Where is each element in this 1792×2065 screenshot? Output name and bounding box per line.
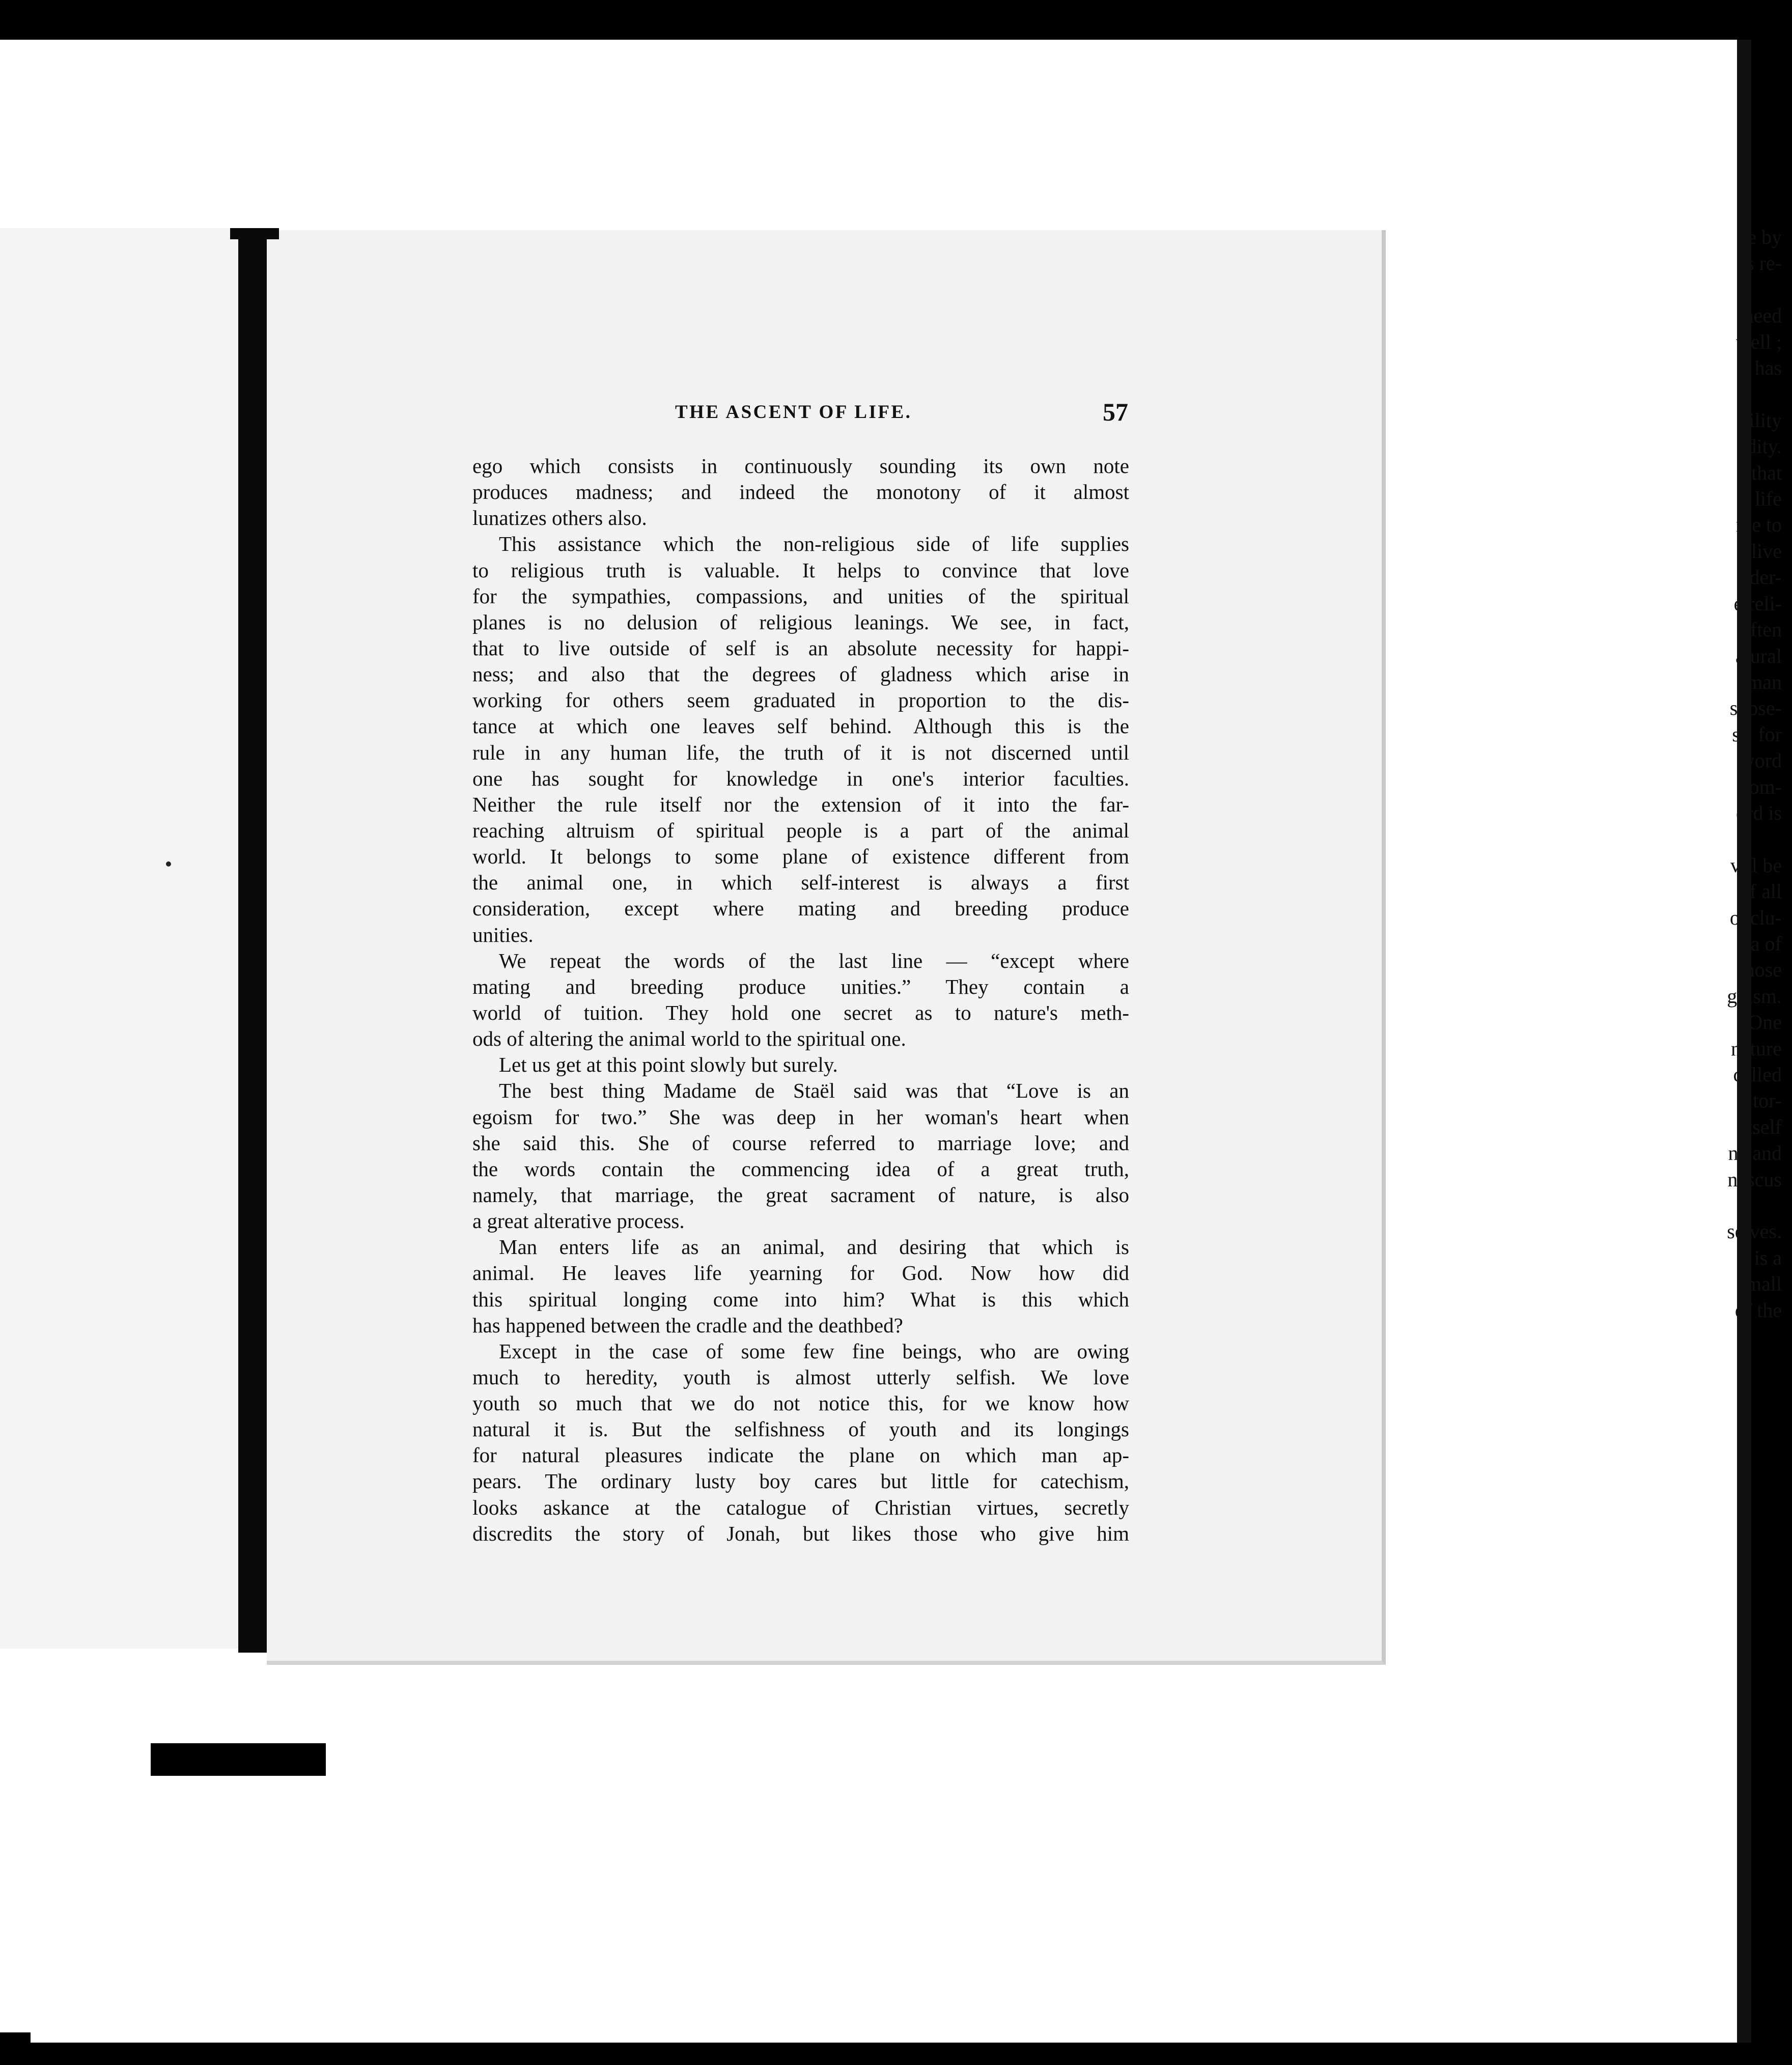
text-line: tance at which one leaves self behind. Although this is the (472, 714, 1129, 738)
book-gutter (238, 230, 267, 1653)
film-border-bottom (0, 2043, 1792, 2065)
ink-dot (166, 861, 171, 867)
text-line: produces madness; and indeed the monotony of it almost (472, 480, 1129, 504)
body-text (472, 453, 1129, 1547)
text-line: world of tuition. They hold one secret as to nature's meth- (472, 1000, 1129, 1024)
running-head: THE ASCENT OF LIFE. (675, 402, 912, 423)
left-page-text: e by s re- need well ; d has bility rdity. l that d life me to “ live nder- e reli- often atural man subse- ss, for word com- ord is vill be of all onclu- lia of those goism. One nature called e tor- itself na and nascus selves. e is a small of the (1727, 226, 1782, 1322)
text-line: that to live outside of self is an absolute necessity for happi- (472, 636, 1129, 660)
text-line: Let us get at this point slowly but surely. (499, 1053, 838, 1077)
text-line: The best thing Madame de Staël said was that “Love is an (499, 1079, 1129, 1103)
text-line: ods of altering the animal world to the spiritual one. (472, 1027, 906, 1051)
book-clamp (151, 1743, 326, 1776)
text-line: one has sought for knowledge in one's interior faculties. (472, 766, 1129, 790)
text-line: the animal one, in which self-interest is always a first (472, 871, 1129, 895)
text-line: namely, that marriage, the great sacrament of nature, is also (472, 1183, 1129, 1207)
text-line: egoism for two.” She was deep in her woman's heart when (472, 1105, 1129, 1129)
text-line: youth so much that we do not notice this, for we know how (472, 1391, 1129, 1415)
text-line: looks askance at the catalogue of Christian virtues, secretly (472, 1495, 1129, 1519)
text-line: much to heredity, youth is almost utterly selfish. We love (472, 1365, 1129, 1389)
text-line: Man enters life as an animal, and desiring that which is (499, 1235, 1129, 1259)
text-line: this spiritual longing come into him? What is this which (472, 1287, 1129, 1311)
text-line: ness; and also that the degrees of gladness which arise in (472, 662, 1129, 686)
text-line: working for others seem graduated in proportion to the dis- (472, 688, 1129, 712)
text-line: for natural pleasures indicate the plane on which man ap- (472, 1443, 1129, 1467)
text-line: animal. He leaves life yearning for God. Now how did (472, 1261, 1129, 1285)
text-line: consideration, except where mating and breeding produce (472, 897, 1129, 920)
page-number: 57 (1103, 398, 1128, 426)
text-line: reaching altruism of spiritual people is a part of the animal (472, 818, 1129, 842)
text-line: mating and breeding produce unities.” They contain a (472, 974, 1129, 998)
film-border-top (0, 0, 1792, 40)
text-line: pears. The ordinary lusty boy cares but little for catechism, (472, 1469, 1129, 1493)
text-line: world. It belongs to some plane of existence different from (472, 845, 1129, 869)
text-line: natural it is. But the selfishness of youth and its longings (472, 1417, 1129, 1441)
text-line: a great alterative process. (472, 1209, 685, 1233)
text-line: unities. (472, 923, 534, 946)
book-gutter-cap (230, 228, 279, 239)
text-line: has happened between the cradle and the deathbed? (472, 1313, 903, 1337)
text-line: for the sympathies, compassions, and unities of the spiritual (472, 584, 1129, 608)
text-line: Except in the case of some few fine beings, who are owing (499, 1339, 1129, 1363)
text-line: the words contain the commencing idea of a great truth, (472, 1157, 1129, 1181)
text-line: discredits the story of Jonah, but likes those who give him (472, 1521, 1129, 1545)
text-line: We repeat the words of the last line — “except where (499, 948, 1129, 972)
film-corner (0, 2032, 31, 2043)
text-line: lunatizes others also. (472, 506, 647, 530)
text-line: This assistance which the non-religious side of life supplies (499, 532, 1129, 556)
text-line: she said this. She of course referred to marriage love; and (472, 1131, 1129, 1155)
text-line: planes is no delusion of religious leanings. We see, in fact, (472, 610, 1129, 634)
text-line: rule in any human life, the truth of it is not discerned until (472, 740, 1129, 764)
left-page (0, 228, 254, 1649)
text-line: Neither the rule itself nor the extension of it into the far- (472, 792, 1129, 816)
text-line: to religious truth is valuable. It helps to convince that love (472, 558, 1129, 582)
text-line: ego which consists in continuously sounding its own note (472, 454, 1129, 478)
